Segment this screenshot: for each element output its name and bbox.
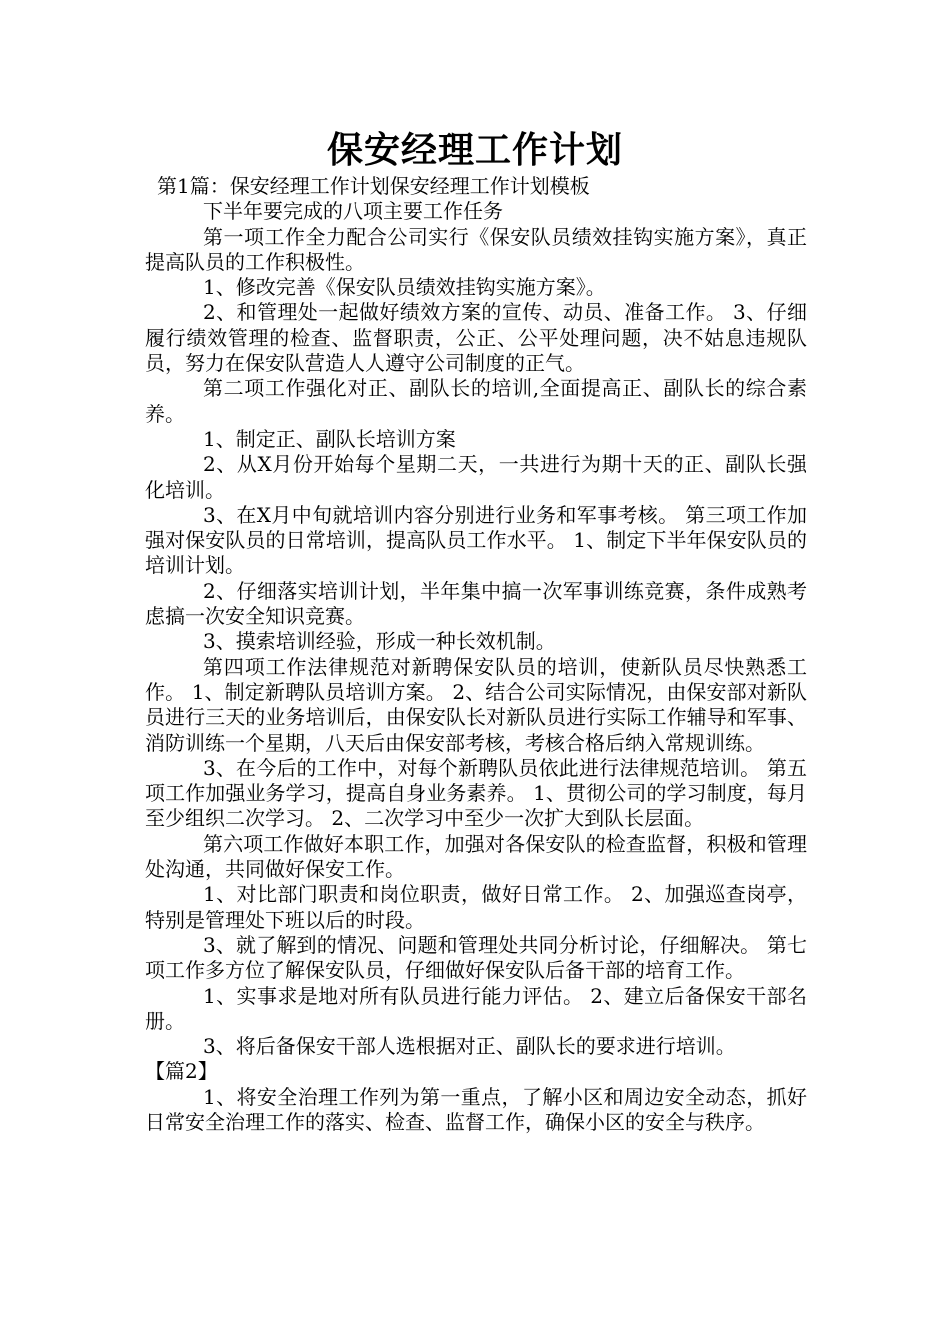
paragraph: 2、从X月份开始每个星期二天，一共进行为期十天的正、副队长强化培训。: [145, 452, 807, 502]
paragraph: 第六项工作做好本职工作，加强对各保安队的检查监督，积极和管理处沟通，共同做好保安工作。: [145, 831, 807, 882]
paragraph: 第二项工作强化对正、副队长的培训,全面提高正、副队长的综合素养。: [145, 376, 807, 426]
paragraph: 3、在X月中旬就培训内容分别进行业务和军事考核。 第三项工作加强对保安队员的日常培训，提高队员工作水平。 1、制定下半年保安队员的培训计划。: [145, 502, 807, 578]
paragraph: 【篇2】: [145, 1059, 218, 1084]
paragraph: 3、在今后的工作中，对每个新聘队员依此进行法律规范培训。 第五项工作加强业务学习，提高自身业务素养。 1、贯彻公司的学习制度，每月至少组织二次学习。 2、二次学习中至少一次扩大到队长层面。: [145, 755, 807, 831]
paragraph: 下半年要完成的八项主要工作任务: [203, 199, 503, 224]
paragraph: 3、就了解到的情况、问题和管理处共同分析讨论，仔细解决。 第七项工作多方位了解保安队员，仔细做好保安队后备干部的培育工作。: [145, 932, 807, 983]
paragraph: 1、对比部门职责和岗位职责，做好日常工作。 2、加强巡查岗亭，特别是管理处下班以后的时段。: [145, 882, 807, 932]
paragraph: 1、实事求是地对所有队员进行能力评估。 2、建立后备保安干部名册。: [145, 983, 807, 1033]
paragraph: 2、仔细落实培训计划，半年集中搞一次军事训练竞赛，条件成熟考虑搞一次安全知识竞赛。: [145, 578, 807, 629]
paragraph: 第一项工作全力配合公司实行《保安队员绩效挂钩实施方案》，真正提高队员的工作积极性。: [145, 224, 807, 274]
paragraph: 1、修改完善《保安队员绩效挂钩实施方案》。: [203, 275, 606, 300]
document-title: 保安经理工作计划: [326, 129, 623, 171]
document-body: [145, 174, 807, 1135]
paragraph: 3、摸索培训经验，形成一种长效机制。: [203, 629, 556, 654]
paragraph: 1、将安全治理工作列为第一重点，了解小区和周边安全动态，抓好日常安全治理工作的落实、检查、监督工作，确保小区的安全与秩序。: [145, 1084, 807, 1134]
paragraph: 1、制定正、副队长培训方案: [203, 426, 456, 451]
paragraph: 2、和管理处一起做好绩效方案的宣传、动员、准备工作。 3、仔细履行绩效管理的检查、监督职责，公正、公平处理问题，决不姑息违规队员，努力在保安队营造人人遵守公司制度的正气。: [145, 300, 807, 376]
paragraph: 3、将后备保安干部人选根据对正、副队长的要求进行培训。: [203, 1034, 736, 1059]
paragraph: 第1篇：保安经理工作计划保安经理工作计划模板: [157, 174, 590, 198]
paragraph: 第四项工作法律规范对新聘保安队员的培训，使新队员尽快熟悉工作。 1、制定新聘队员培训方案。 2、结合公司实际情况，由保安部对新队员进行三天的业务培训后，由保安队长对新队员进行实际工作辅导和军事、消防训练一个星期，八天后由保安部考核，考核合格后纳入常规训练。: [145, 654, 807, 755]
